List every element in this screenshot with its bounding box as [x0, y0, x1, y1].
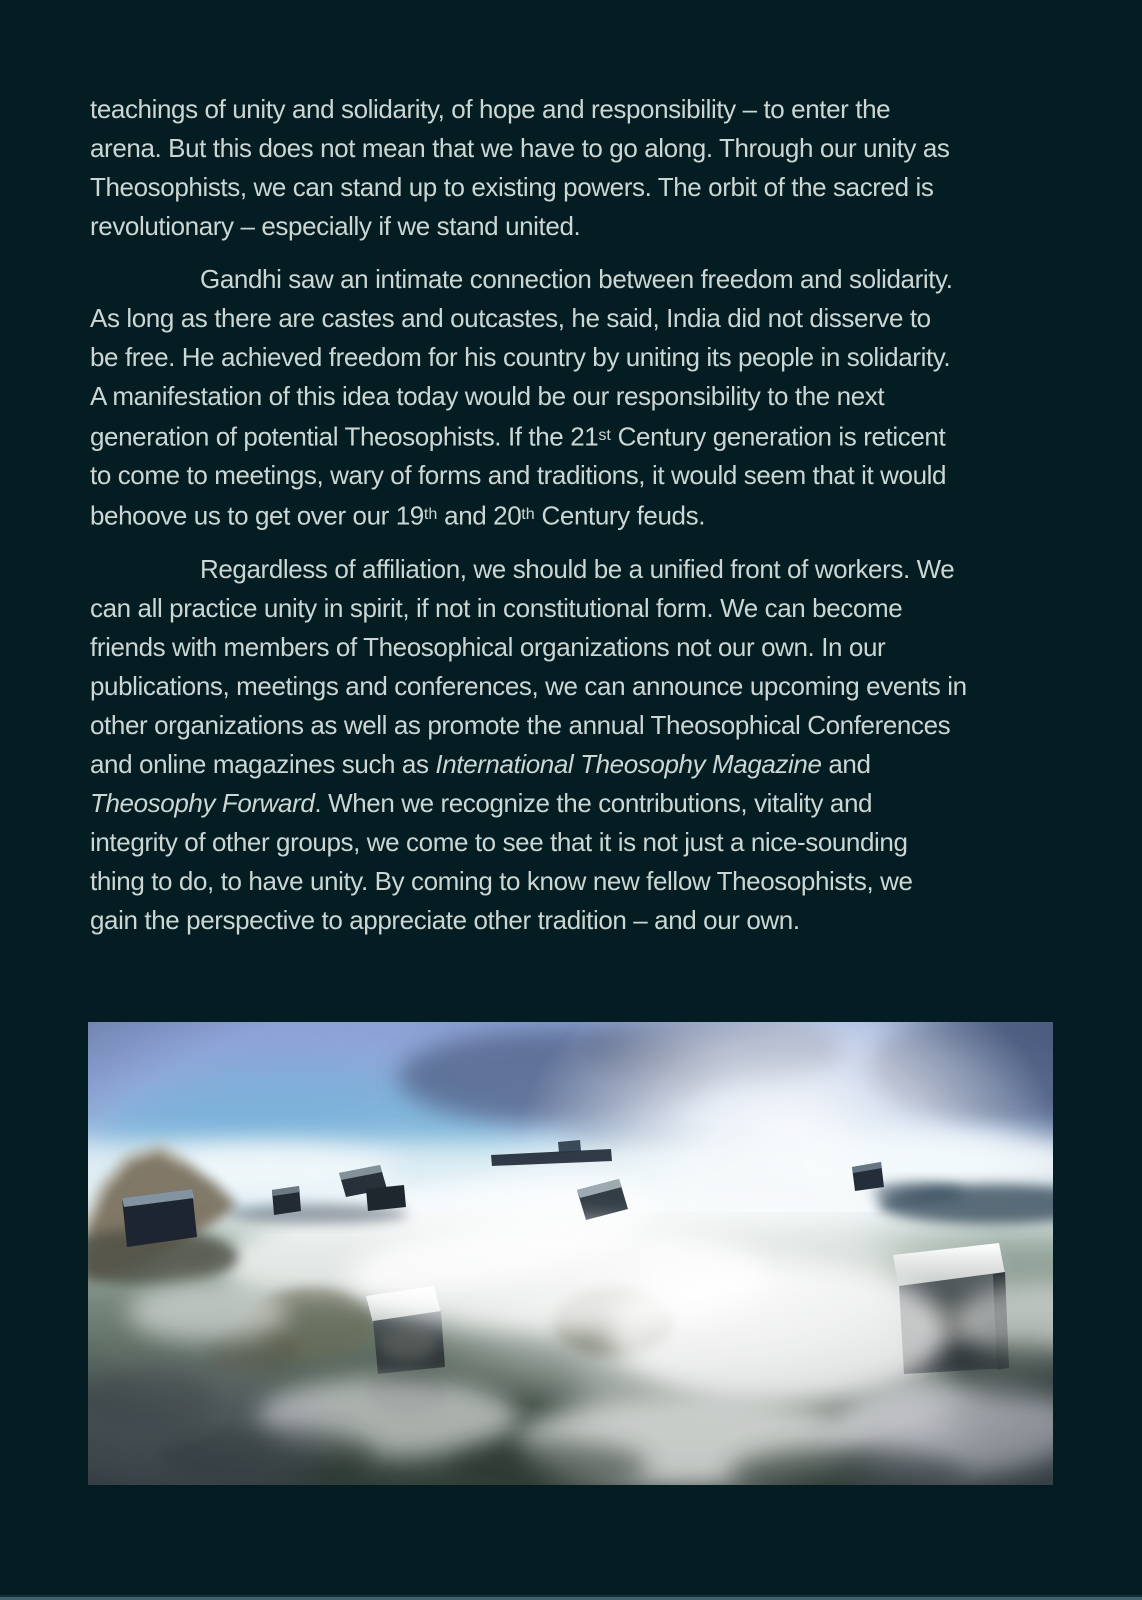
text-segment: behoove us to get over our 19	[90, 500, 424, 531]
text-segment: Century feuds.	[534, 500, 706, 531]
text-segment: . When we recognize the contributions, vitality and	[314, 787, 873, 818]
paragraph	[90, 90, 1055, 246]
text-segment: A manifestation of this idea today would be our responsibility to the next	[90, 381, 885, 411]
text-line	[90, 299, 1055, 338]
text-segment: publications, meetings and conferences, we can announce upcoming events in	[90, 670, 967, 701]
text-line	[90, 550, 1055, 589]
seascape-photo	[88, 1022, 1053, 1485]
text-segment: th	[521, 505, 535, 524]
text-segment: arena. But this does not mean that we have to go along. Through our unity as	[90, 133, 950, 163]
text-segment: Theosophists, we can stand up to existing powers. The orbit of the sacred is	[90, 172, 934, 202]
text-line	[90, 823, 1055, 862]
text-segment: integrity of other groups, we come to see that it is not just a nice-sounding	[90, 826, 908, 857]
text-segment: Century generation is reticent	[610, 421, 946, 452]
text-segment: and online magazines such as	[90, 748, 436, 779]
text-line	[90, 901, 1055, 940]
text-segment: th	[423, 505, 438, 524]
text-segment: As long as there are castes and outcastes, he said, India did not disserve to	[90, 303, 931, 333]
text-line	[90, 628, 1055, 667]
text-segment: other organizations as well as promote the annual Theosophical Conferences	[90, 709, 951, 740]
text-segment: gain the perspective to appreciate other tradition – and our own.	[90, 904, 800, 935]
text-line	[90, 667, 1055, 706]
text-segment: to come to meetings, wary of forms and traditions, it would seem that it would	[90, 460, 947, 491]
text-line	[90, 377, 1055, 416]
text-segment: can all practice unity in spirit, if not in constitutional form. We can become	[90, 592, 903, 623]
text-line	[90, 589, 1055, 628]
text-line	[90, 745, 1055, 784]
text-segment: st	[598, 426, 611, 444]
text-line	[90, 90, 1055, 129]
text-segment: be free. He achieved freedom for his country by uniting its people in solidarity.	[90, 342, 951, 372]
text-line	[90, 706, 1055, 745]
text-segment: Gandhi saw an intimate connection between freedom and solidarity.	[200, 264, 953, 294]
paragraph	[90, 550, 1055, 940]
text-segment: International Theosophy Magazine	[435, 748, 822, 779]
text-segment: revolutionary – especially if we stand united.	[90, 211, 581, 241]
page-bottom-rule	[0, 1595, 1142, 1600]
text-segment: friends with members of Theosophical organizations not our own. In our	[90, 631, 886, 662]
text-line	[90, 207, 1055, 246]
text-line	[90, 495, 1055, 535]
text-segment: Theosophy Forward	[90, 787, 315, 818]
text-line	[90, 168, 1055, 207]
text-line	[90, 456, 1055, 495]
text-line	[90, 260, 1055, 299]
seascape-figure	[88, 1022, 1053, 1485]
text-segment: teachings of unity and solidarity, of hope and responsibility – to enter the	[90, 94, 891, 124]
text-segment: and 20	[437, 500, 522, 531]
text-line	[90, 129, 1055, 168]
text-segment: generation of potential Theosophists. If the 21	[90, 421, 599, 452]
text-line	[90, 416, 1055, 456]
text-line	[90, 784, 1055, 823]
text-segment: Regardless of affiliation, we should be a unified front of workers. We	[200, 553, 955, 584]
paragraph	[90, 260, 1055, 536]
text-line	[90, 338, 1055, 377]
text-segment: and	[821, 748, 871, 779]
text-segment: thing to do, to have unity. By coming to know new fellow Theosophists, we	[90, 865, 913, 896]
article-text	[90, 90, 1055, 954]
text-line	[90, 862, 1055, 901]
